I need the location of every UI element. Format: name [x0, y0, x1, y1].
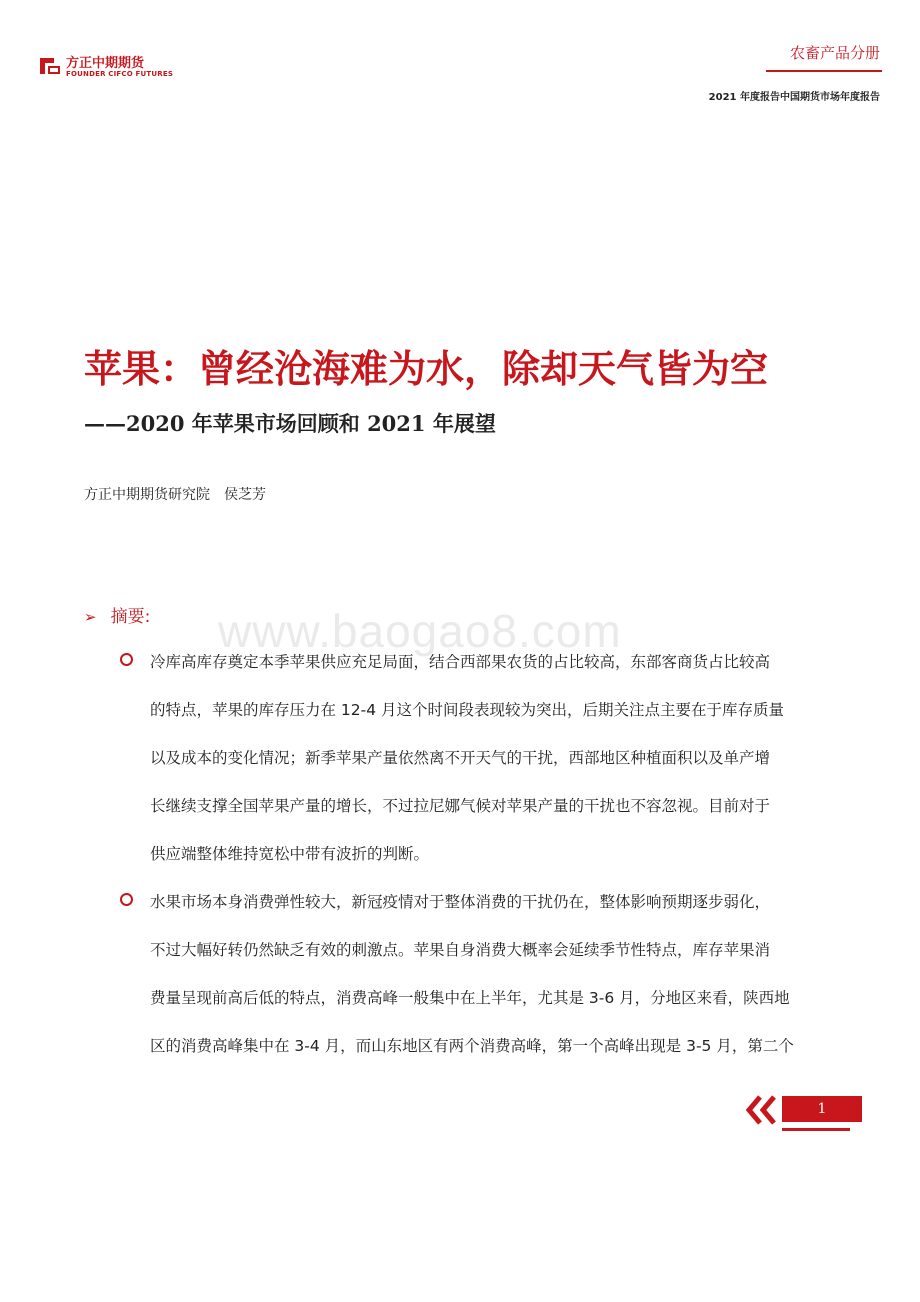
abstract-bullet-2 — [120, 878, 840, 1070]
author-line — [84, 484, 266, 504]
bullet-line: 不过大幅好转仍然缺乏有效的刺激点。苹果自身消费大概率会延续季节性特点，库存苹果消 — [150, 941, 771, 959]
author-name: 侯芝芳 — [224, 487, 266, 503]
arrow-bullet-icon: ➢ — [84, 608, 97, 626]
bullet-line: 区的消费高峰集中在 3-4 月，而山东地区有两个消费高峰，第一个高峰出现是 3-5 月，第二个 — [150, 1037, 794, 1055]
watermark: www.baogao8.com — [218, 605, 622, 657]
bullet-line: 冷库高库存奠定本季苹果供应充足局面，结合西部果农货的占比较高，东部客商货占比较高 — [150, 653, 771, 671]
double-chevron-left-icon — [744, 1094, 780, 1126]
page-number: 1 — [782, 1096, 862, 1122]
category-label: 农畜产品分册 — [789, 44, 880, 62]
sub-title: ——2020 年苹果市场回顾和 2021 年展望 — [84, 411, 496, 436]
bullet-line: 供应端整体维持宽松中带有波折的判断。 — [150, 845, 430, 863]
author-org: 方正中期期货研究院 — [84, 487, 210, 503]
logo-text-en: FOUNDER CIFCO FUTURES — [66, 70, 174, 78]
bullet-line: 费量呈现前高后低的特点，消费高峰一般集中在上半年，尤其是 3-6 月，分地区来看，陕西地 — [150, 989, 790, 1007]
bullet-line: 的特点，苹果的库存压力在 12-4 月这个时间段表现较为突出，后期关注点主要在于库存质量 — [150, 701, 785, 719]
abstract-heading-text: 摘要: — [110, 607, 151, 627]
abstract-bullet-1 — [120, 638, 840, 878]
bullet-line: 水果市场本身消费弹性较大，新冠疫情对于整体消费的干扰仍在，整体影响预期逐步弱化， — [150, 893, 771, 911]
category-underline — [766, 70, 882, 72]
page-underline — [782, 1128, 850, 1131]
main-title: 苹果：曾经沧海难为水，除却天气皆为空 — [84, 347, 769, 391]
company-logo — [38, 50, 178, 84]
report-label: 2021 年度报告中国期货市场年度报告 — [708, 92, 880, 103]
abstract-heading — [84, 602, 150, 627]
logo-mark-icon — [38, 54, 62, 78]
circle-bullet-icon — [120, 893, 133, 906]
logo-text-cn: 方正中期期货 — [66, 56, 145, 71]
bullet-line: 以及成本的变化情况；新季苹果产量依然离不开天气的干扰，西部地区种植面积以及单产增 — [150, 749, 771, 767]
circle-bullet-icon — [120, 653, 133, 666]
page-number-badge — [744, 1094, 866, 1134]
bullet-line: 长继续支撑全国苹果产量的增长，不过拉尼娜气候对苹果产量的干扰也不容忽视。目前对于 — [150, 797, 771, 815]
